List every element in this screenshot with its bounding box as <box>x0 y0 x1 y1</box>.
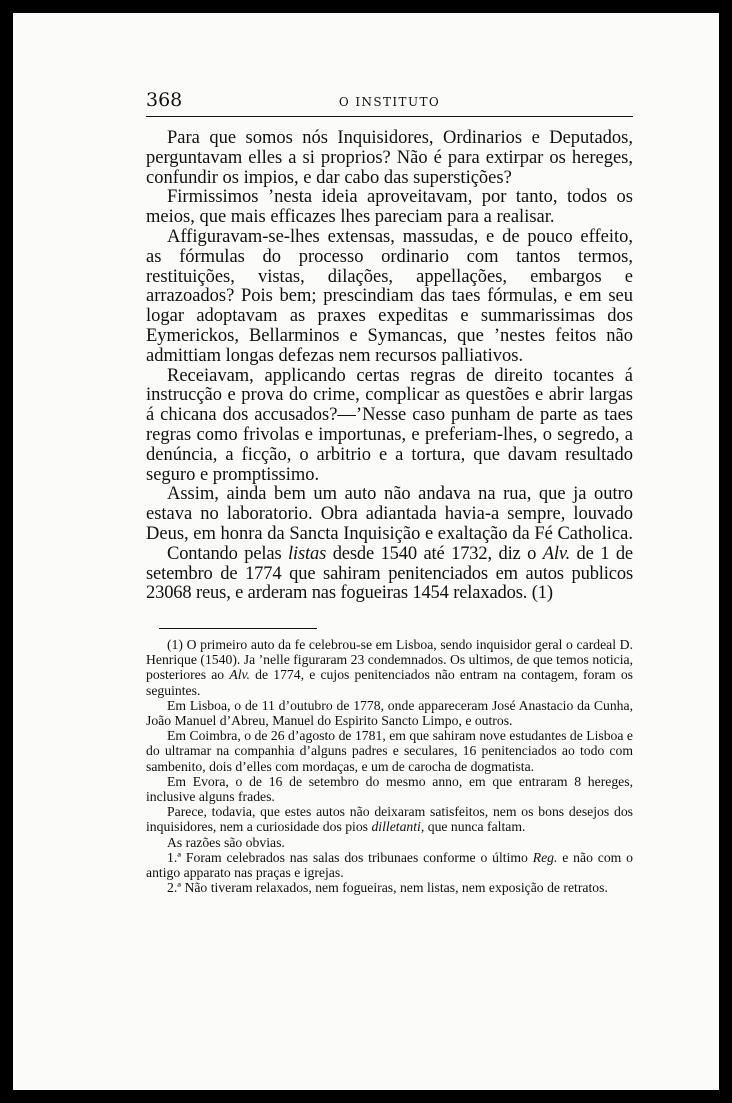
running-title: O INSTITUTO <box>338 95 441 109</box>
body-text <box>146 129 633 604</box>
text-run: 1.ª Foram celebrados nas salas dos tribunaes conforme o último <box>167 849 533 865</box>
italic-alv: Alv. <box>542 543 571 564</box>
footnote-paragraph: As razões são obvias. <box>167 834 285 850</box>
header-rule <box>146 116 633 117</box>
paragraph <box>146 545 633 604</box>
footnotes <box>146 637 633 895</box>
page-number: 368 <box>146 89 183 111</box>
paragraph: Receiavam, applicando certas regras de direito tocantes á instrucção e prova do crime, complicar as questões e abrir largas á chicana dos accusados?—’Nesse caso punham de parte as taes regras como frivolas e importunas, e preferiam-lhes, o segredo, a denúncia, a ficção, o arbitrio e a tortura, que davam resultado seguro e promptissimo. <box>146 365 633 485</box>
text-run: e não com o antigo apparato nas praças e igrejas. <box>146 849 633 881</box>
paragraph: Affiguravam-se-lhes extensas, massudas, e de pouco effeito, as fórmulas do processo ordinario com tantos termos, restituições, vistas, dilações, appellações, embargos e arrazoados? Pois bem; prescindiam das taes fórmulas, e em seu logar adoptavam as praxes expeditas e summarissimas dos Eymerickos, Bellarminos e Symancas, que ’nestes feitos não admittiam longas defezas nem recursos palliativos. <box>146 226 633 366</box>
italic-alv: Alv. <box>229 667 250 683</box>
text-run: Parece, todavia, que estes autos não deixaram satisfeitos, nem os bons desejos dos inquisidores, nem a curiosidade dos pios <box>146 804 633 835</box>
footnote-paragraph <box>146 804 633 834</box>
footnote-paragraph: Em Evora, o de 16 de setembro do mesmo anno, em que entraram 8 hereges, inclusive alguns frades. <box>146 773 633 805</box>
paragraph: Assim, ainda bem um auto não andava na rua, que ja outro estava no laboratorio. Obra adiantada havia-a sempre, louvado Deus, em honra da Sancta Inquisição e exaltação da Fé Catholica. <box>146 484 633 544</box>
italic-listas: listas <box>288 543 327 564</box>
text-run: que nunca faltam. <box>424 819 526 835</box>
paragraph: Para que somos nós Inquisidores, Ordinarios e Deputados, perguntavam elles a si proprios? Não é para extirpar os hereges, confundir os impios, e dar cabo das superstições? <box>146 128 633 188</box>
footnote-paragraph: 2.ª Não tiveram relaxados, nem fogueiras, nem listas, nem exposição de retratos. <box>167 880 608 896</box>
text-run: Contando pelas <box>167 543 289 564</box>
paragraph: Firmissimos ’nesta ideia aproveitavam, por tanto, todos os meios, que mais efficazes lhes pareciam para a realisar. <box>146 187 633 228</box>
text-run: de 1774, e cujos penitenciados não entram na contagem, foram os seguintes. <box>146 667 633 698</box>
footnote-paragraph: Em Lisboa, o de 11 d’outubro de 1778, onde appareceram José Anastacio da Cunha, João Manuel d’Abreu, Manuel do Espirito Sancto Limpo, e outros. <box>146 697 633 729</box>
italic-dilletanti: dilletanti, <box>371 819 425 835</box>
italic-reg: Reg. <box>532 849 558 865</box>
footnote <box>146 637 633 698</box>
text-run: de 1 de setembro de 1774 que sahiram penitenciados em autos publicos 23068 reus, e arderam nas fogueiras 1454 relaxados. (1) <box>146 543 633 604</box>
footnote-paragraph <box>146 850 633 880</box>
book-page <box>13 13 719 1090</box>
text-run: desde 1540 até 1732, diz o <box>326 543 543 564</box>
footnote-paragraph: Em Coimbra, o de 26 d’agosto de 1781, em que sahiram nove estudantes de Lisboa e do ultramar na companhia d’alguns padres e seculares, 16 penitenciados ao todo com sambenito, dois d’elles com mordaças, e um de carocha de dogmatista. <box>146 728 633 774</box>
footnote-rule <box>159 628 317 629</box>
text-run: (1) O primeiro auto da fe celebrou-se em Lisboa, sendo inquisidor geral o cardeal D. Henrique (1540). Ja ’nelle figuraram 23 condemnados. Os ultimos, de que temos noticia, posteriores ao <box>146 637 633 683</box>
page-header <box>146 79 633 119</box>
